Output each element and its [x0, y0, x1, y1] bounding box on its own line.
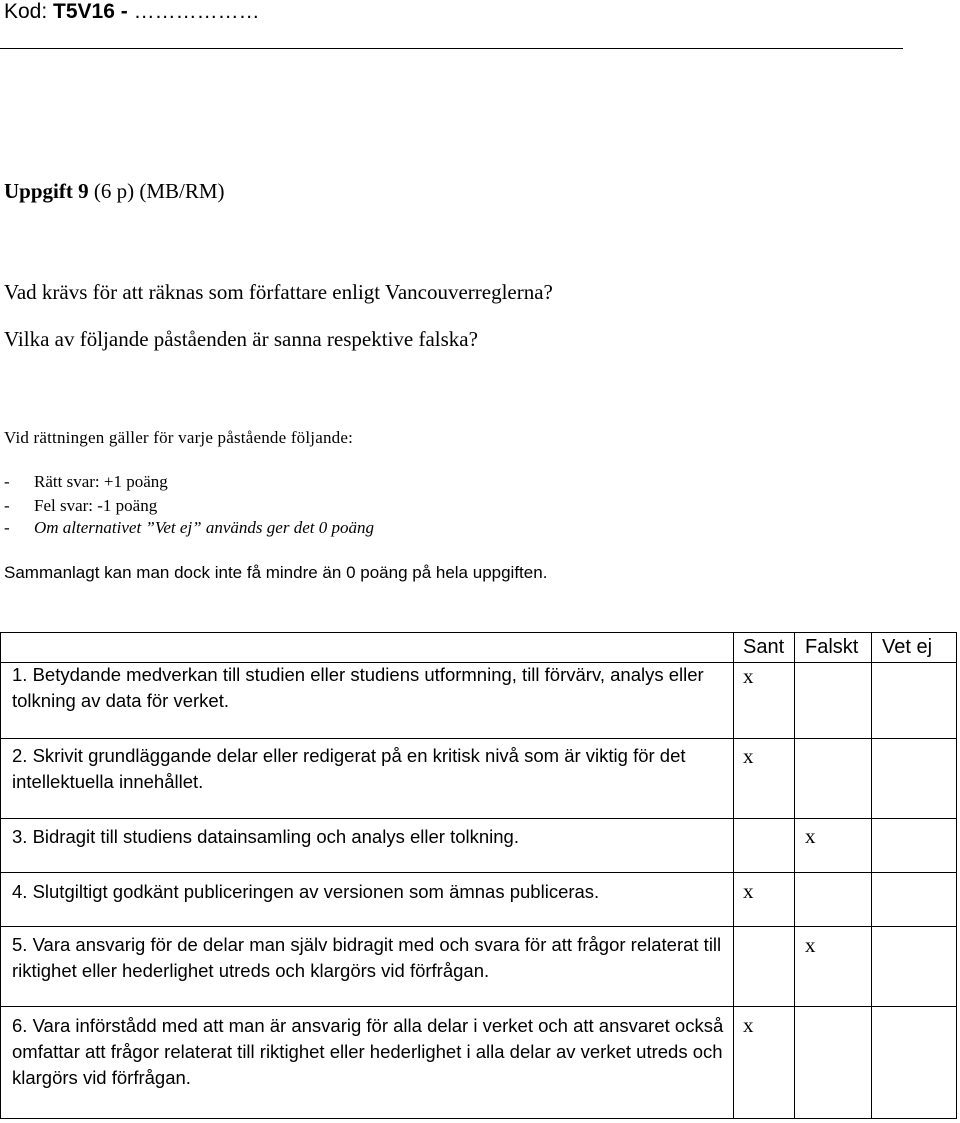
answer-mark-1: x — [743, 664, 754, 688]
row-divider — [0, 872, 957, 873]
answer-mark-5: x — [805, 933, 816, 957]
code-blank: ……………… — [133, 0, 260, 23]
column-header-sant: Sant — [743, 636, 785, 658]
column-divider — [794, 632, 795, 1119]
question-1: Vad krävs för att räknas som författare enligt Vancouverreglerna? — [4, 280, 553, 304]
statement-6: 6. Vara införstådd med att man är ansvarig för alla delar i verket och att ansvaret också omfattar att frågor relaterat till riktighet eller hederlighet i alla delar av verket utreds och klargörs vid förfrågan. — [12, 1015, 724, 1088]
code-label: Kod: — [4, 0, 54, 23]
task-meta: (6 p) (MB/RM) — [88, 179, 225, 203]
column-divider — [871, 632, 872, 1119]
scoring-summary: Sammanlagt kan man dock inte få mindre än 0 poäng på hela uppgiften. — [4, 563, 548, 582]
rule-dash: - — [4, 472, 10, 491]
statement-4: 4. Slutgiltigt godkänt publiceringen av versionen som ämnas publiceras. — [12, 881, 600, 902]
question-2: Vilka av följande påståenden är sanna respektive falska? — [4, 327, 478, 351]
scoring-rule — [4, 496, 157, 516]
rule-text: Om alternativet ”Vet ej” används ger det 0 poäng — [34, 518, 374, 537]
row-divider — [0, 738, 957, 739]
rule-dash: - — [4, 518, 10, 537]
task-title — [4, 179, 225, 204]
table-border-right — [956, 632, 957, 1119]
exam-code — [4, 0, 260, 24]
code-value: T5V16 - — [53, 0, 134, 23]
statement-3: 3. Bidragit till studiens datainsamling och analys eller tolkning. — [12, 826, 519, 847]
scoring-rule — [4, 518, 374, 538]
column-divider — [733, 632, 734, 1119]
row-divider — [0, 1006, 957, 1007]
header-divider — [0, 48, 903, 49]
answer-mark-2: x — [743, 744, 754, 768]
scoring-rule — [4, 472, 168, 492]
scoring-intro: Vid rättningen gäller för varje påstående följande: — [4, 428, 354, 447]
table-border-left — [0, 632, 1, 1119]
answer-mark-3: x — [805, 824, 816, 848]
table-border-top — [0, 632, 957, 633]
rule-dash: - — [4, 496, 10, 515]
statement-5: 5. Vara ansvarig för de delar man själv bidragit med och svara för att frågor relaterat till riktighet eller hederlighet utreds och klargörs vid förfrågan. — [12, 934, 722, 981]
statement-1: 1. Betydande medverkan till studien eller studiens utformning, till förvärv, analys eller tolkning av data för verket. — [12, 664, 704, 711]
statement-2: 2. Skrivit grundläggande delar eller redigerat på en kritisk nivå som är viktig för det intellektuella innehållet. — [12, 745, 686, 792]
row-divider — [0, 926, 957, 927]
answer-mark-6: x — [743, 1013, 754, 1037]
column-header-vet-ej: Vet ej — [882, 636, 933, 658]
rule-text: Rätt svar: +1 poäng — [34, 472, 168, 491]
rule-text: Fel svar: -1 poäng — [34, 496, 158, 515]
table-border-bottom — [0, 1118, 957, 1119]
task-number: Uppgift 9 — [4, 179, 89, 203]
answer-mark-4: x — [743, 879, 754, 903]
column-header-falskt: Falskt — [805, 636, 859, 658]
row-divider — [0, 818, 957, 819]
